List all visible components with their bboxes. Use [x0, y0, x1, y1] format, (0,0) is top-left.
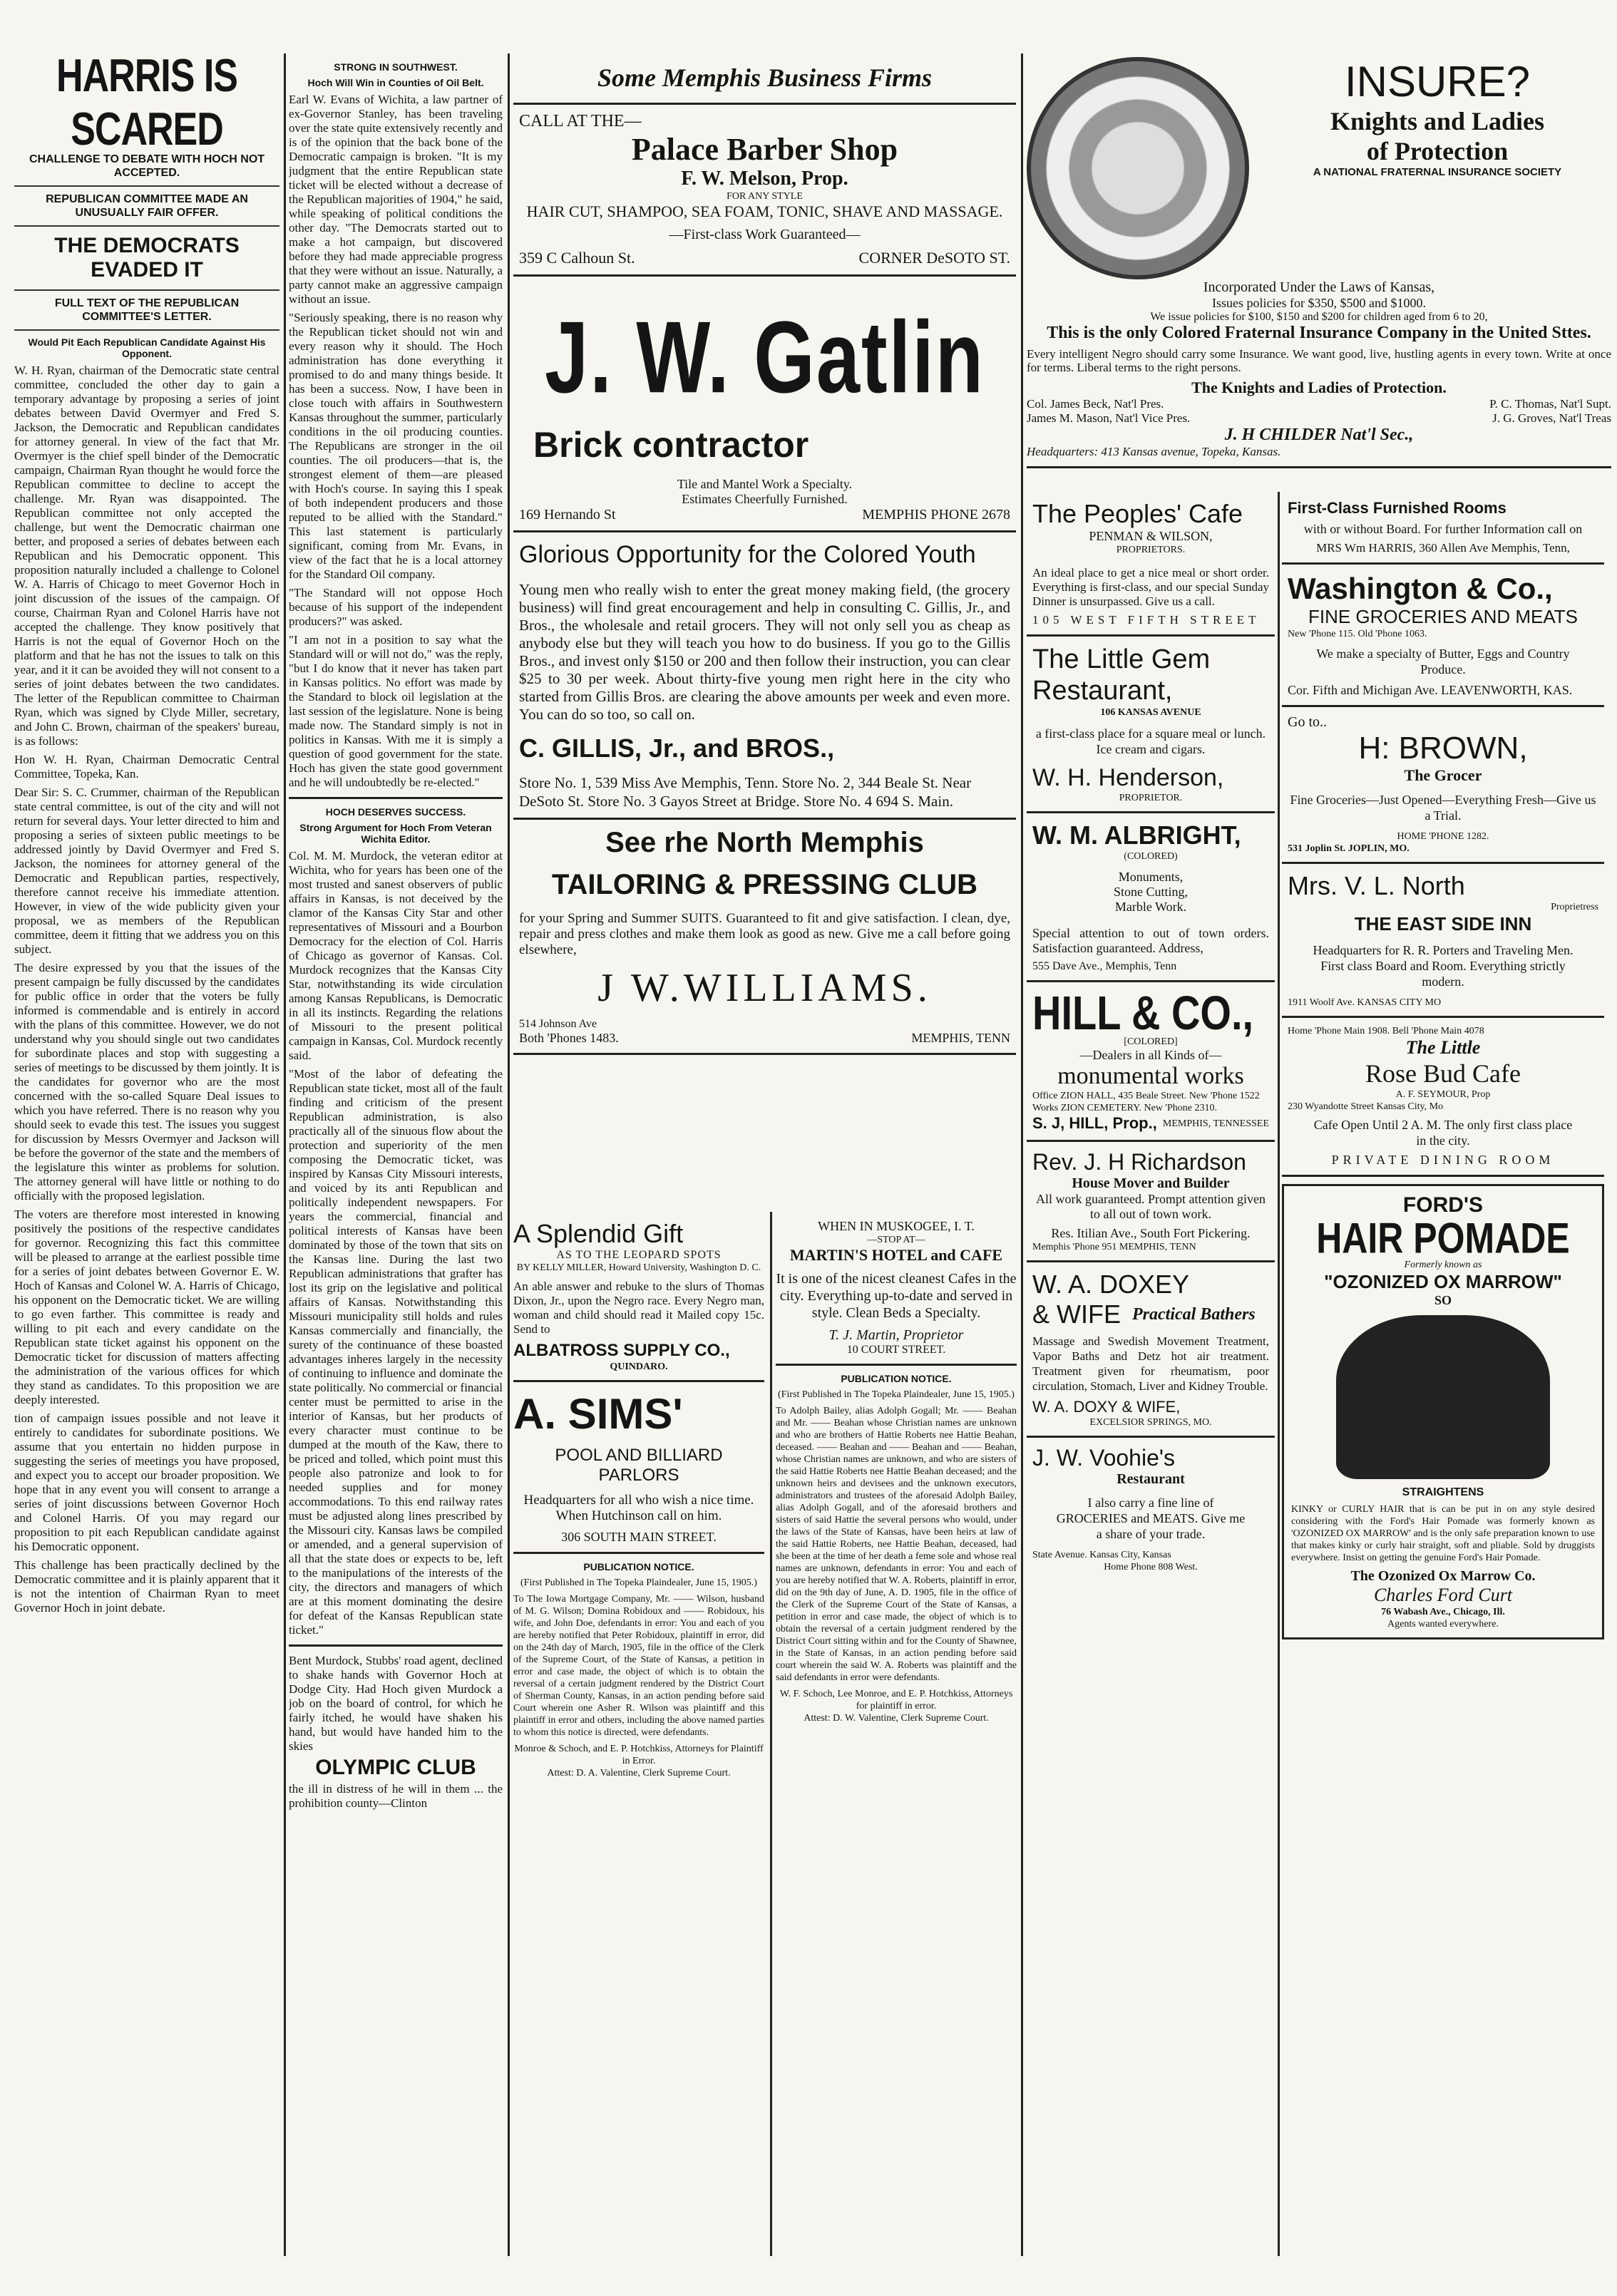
ad-title: A Splendid Gift — [513, 1219, 684, 1248]
ad-city: EXCELSIOR SPRINGS, MO. — [1089, 1417, 1212, 1428]
article-paragraph: The desire expressed by you that the issues of the present campaign be fully discussed by the candidates for public office in order that the voters be fully informed is commendable and is entirely in accord with the plans of this committee. However, we do not understand why you should single out two candidates for subordinate places and stop with suggesting a series of meetings to be discussed by them jointly. It is the candidates for governor who are the most concerned with the so-called Square Deal issues to which you have referred. There is no reason why you should seek to evade this test. The issues you suggest for discussion by Messrs Overmyer and Jackson will be before the governor of the state and the members of the legislature this winter as problems for solution. The attorney general will have little or nothing to do officially with the proposed legislation. — [14, 961, 279, 1203]
ad-call: CALL AT THE— — [519, 112, 642, 130]
ad-north — [1282, 864, 1604, 1018]
ad-phone: Home Phone 808 West. — [1104, 1562, 1198, 1572]
ad-private: PRIVATE DINING ROOM — [1331, 1153, 1555, 1167]
ad-stop: —STOP AT— — [867, 1235, 925, 1245]
ad-trade: Restaurant — [1116, 1471, 1185, 1487]
ad-by: BY KELLY MILLER, Howard University, Washington D. C. — [516, 1262, 761, 1273]
article-paragraph: Bent Murdock, Stubbs' road agent, declined to shake hands with Governor Hoch at Dodge City. Had Hoch given Murdock a job on the board of control, for which he fairly itched, he would have shaken his hand, but would have handed him to the skies — [289, 1654, 503, 1753]
deck: FULL TEXT OF THE REPUBLICAN COMMITTEE'S LETTER. — [54, 297, 240, 323]
ad-line: The Knights and Ladies of Protection. — [1191, 379, 1447, 396]
column-rule — [284, 53, 286, 2256]
article-paragraph: W. H. Ryan, chairman of the Democratic state central committee, concluded the other day to gain a temporary advantage by proposing a series of joint debates between David Overmyer and Fred S. Jackson, the Democratic and Republican candidates for attorney general. In view of the fact that Mr. Overmyer is the chief spell binder of the Democratic campaign, Chairman Ryan thought he would force the Republican committee to decline to accept the challenge. Mr. Ryan was disappointed. The Republican committee not only accepted the challenge, but went the Democratic chairman one better, and proposed a series of debates between each Republican and his Democratic opponent. This proposition naturally included a challenge to Colonel W. A. Harris of Chicago to meet Governor Hoch in joint discussion of the issues of the campaign. Of course, Chairman Ryan and Colonel Harris have not accepted the challenge. They know positively that Harris is not the equal of Governor Hoch on the platform and that he has not the issues to talk on this year, and it it can be avoided they will not consent to a series of joint debates between the two candidates. The letter of the Republican committee to Chairman Ryan, which was signed by Clyde Miller, secretary, and John C. Brown, chairman of the speakers' bureau, is as follows: — [14, 364, 279, 748]
ad-pomade — [1282, 1184, 1604, 1639]
article-paragraph: tion of campaign issues possible and not leave it entirely to candidates for subordinate positions. We assume that you entertain no hidden purpose in suggesting the series of meetings you have proposed, and expect you to accept our broader proposition. We hope that in any event you will consent to arrange a series of joint discussions between Governor Hoch and Colonel Harris. Of you may regard our proposition to pit each Republican candidate against his Democratic opponent. — [14, 1411, 279, 1553]
article-paragraph: the ill in distress of he will in them ... the prohibition county—Clinton — [289, 1782, 503, 1810]
column-5 — [1027, 57, 1611, 2253]
ad-city: QUINDARO. — [610, 1361, 668, 1372]
ad-address: 106 KANSAS AVENUE — [1100, 707, 1201, 718]
ad-body: Massage and Swedish Movement Treatment, Vapor Baths and Detz hot air treatment. Treatment given for rheumatism, poor circulation, Stomach, Liver and Kidney Trouble. — [1032, 1334, 1269, 1393]
ad-address: 359 C Calhoun St. — [519, 249, 635, 267]
ad-trade: FINE GROCERIES AND MEATS — [1308, 606, 1578, 627]
ad-org: of Protection — [1366, 137, 1509, 165]
ad-address: 1911 Woolf Ave. KANSAS CITY MO — [1288, 997, 1442, 1008]
ad-trade: POOL AND BILLIARD PARLORS — [555, 1446, 723, 1485]
column-1 — [14, 57, 279, 2253]
ad-albright — [1027, 813, 1275, 982]
ad-dealers: —Dealers in all Kinds of— — [1079, 1048, 1222, 1062]
ad-line: Issues policies for $350, $500 and $1000. — [1212, 296, 1426, 310]
ad-peoples — [1027, 492, 1275, 637]
ad-name: MRS Wm HARRIS, 360 Allen Ave Memphis, Tenn, — [1316, 541, 1570, 555]
ad-phone: Home 'Phone Main 1908. Bell 'Phone Main 4078 — [1288, 1026, 1484, 1036]
ad-body: Every intelligent Negro should carry some Insurance. We want good, live, hustling agents in every town. Write at once for terms. Liberal terms to the right persons. — [1027, 347, 1611, 374]
ad-officer: Col. James Beck, Nat'l Pres. — [1027, 397, 1164, 411]
notice-attorneys: Monroe & Schoch, and E. P. Hotchkiss, Attorneys for Plaintiff in Error. — [514, 1744, 764, 1766]
ad-name: Palace Barber Shop — [631, 132, 898, 167]
column-rule — [508, 53, 510, 2256]
ad-furnished — [1282, 492, 1604, 565]
ad-body: An able answer and rebuke to the slurs of Thomas Dixon, Jr., upon the Negro race. Every Negro man, woman and child should read it Mailed copy 15c. Send to — [513, 1280, 764, 1336]
ad-doxey — [1027, 1262, 1275, 1438]
ad-address: 306 SOUTH MAIN STREET. — [561, 1530, 717, 1544]
ad-rosebud — [1282, 1018, 1604, 1177]
ad-address: 10 COURT STREET. — [846, 1344, 946, 1356]
ad-gem — [1027, 637, 1275, 813]
ad-owner: J W.WILLIAMS. — [597, 966, 932, 1010]
ad-body: We make a specialty of Butter, Eggs and Country Produce. — [1316, 647, 1570, 676]
ad-officer: P. C. Thomas, Nat'l Supt. — [1489, 397, 1611, 411]
ad-prop: PROPRIETOR. — [1119, 793, 1183, 803]
notice-title: PUBLICATION NOTICE. — [841, 1373, 952, 1384]
ad-footer: W. A. DOXY & WIFE, — [1032, 1398, 1181, 1416]
ad-name: Mrs. V. L. North — [1288, 871, 1465, 900]
article-head: HOCH DESERVES SUCCESS. — [325, 806, 466, 818]
ad-body: Headquarters for R. R. Porters and Traveling Men. First class Board and Room. Everything strictly modern. — [1313, 943, 1574, 989]
portrait-image — [1336, 1315, 1550, 1479]
ad-so: SO — [1434, 1293, 1452, 1307]
ad-body: Cafe Open Until 2 A. M. The only first class place in the city. — [1313, 1118, 1573, 1148]
ad-line: We issue policies for $100, $150 and $200 for children aged from 6 to 20, — [1150, 311, 1488, 323]
deck: THE DEMOCRATS EVADED IT — [54, 234, 240, 282]
ad-phone: Memphis 'Phone 951 MEMPHIS, TENN — [1032, 1242, 1196, 1252]
ad-inn: THE EAST SIDE INN — [1354, 913, 1532, 935]
ad-phone: HOME 'PHONE 1282. — [1397, 831, 1489, 842]
ad-address: 514 Johnson Ave — [519, 1018, 597, 1030]
ad-stores: Store No. 1, 539 Miss Ave Memphis, Tenn. Store No. 2, 344 Beale St. Near DeSoto St. Store No. 3 Gayos Street at Bridge. Store No. 4 694 S. Main. — [519, 774, 972, 810]
article-subhead: Strong Argument for Hoch From Veteran Wichita Editor. — [299, 822, 492, 845]
ad-address: 531 Joplin St. JOPLIN, MO. — [1288, 843, 1410, 854]
ad-name: The Little Gem Restaurant, — [1032, 644, 1211, 706]
ad-tailor — [513, 820, 1016, 1055]
column-rule — [1021, 53, 1023, 2256]
ad-head: WHEN IN MUSKOGEE, I. T. — [818, 1219, 975, 1233]
ad-line: Incorporated Under the Laws of Kansas, — [1203, 279, 1435, 295]
deck: REPUBLICAN COMMITTEE MADE AN UNUSUALLY FAIR OFFER. — [46, 193, 248, 219]
ad-formerly: Formerly known as — [1404, 1260, 1482, 1270]
ad-body: An ideal place to get a nice meal or short order. Everything is first-class, and our special Sunday Dinner is unsurpassed. Give us a call. — [1032, 566, 1269, 608]
notice-pub: (First Published in The Topeka Plaindealer, June 15, 1905.) — [778, 1389, 1015, 1400]
ad-proprietors: PROPRIETORS. — [1116, 545, 1186, 555]
article-paragraph: "Seriously speaking, there is no reason why the Republican ticket should not win and every reason why it should. The Hoch administration has done everything it promised to do and many things beside. It has been a success. Now, I have been in close touch with affairs in Southwestern Kansas throughout the summer, particularly conditions in the oil producing counties. The Republicans are stronger in the oil counties. The oil producers—that is, the strongest element of them—are pleased with Hoch's course. In saying this I speak of both independent producers and those reputed to be allied with the Standard." This last statement is particularly significant, coming from Mr. Evans, in view of the fact that he is a local attorney for the Standard Oil company. — [289, 311, 503, 581]
ad-body: Young men who really wish to enter the great money making field, (the grocery business) will find great encouragement and help in consulting C. Gillis, Jr., and Bros., the wholesale and retail grocers. They will not only sell you as cheap as anybody else but they will teach you how to do business. If you go to the Gillis Bros., and invest only $150 or 200 and then follow their instruction, you can clear $25 to 30 per week. About thirty-five young men right here in the city who started from Gillis Bros. are clearing the above amounts per week and even more. You can do so too, so call on. — [519, 581, 1010, 723]
ad-straightens: STRAIGHTENS — [1402, 1486, 1484, 1498]
headline: HARRIS IS SCARED — [56, 57, 237, 155]
ad-line: Estimates Cheerfully Furnished. — [682, 492, 848, 506]
deck: CHALLENGE TO DEBATE WITH HOCH NOT ACCEPTED. — [29, 153, 265, 179]
ad-head: First-Class Furnished Rooms — [1288, 499, 1506, 517]
ad-city: MEMPHIS, TENNESSEE — [1162, 1118, 1269, 1129]
ad-name: A. SIMS' — [513, 1390, 683, 1438]
article-paragraph: Col. M. M. Murdock, the veteran editor at Wichita, who for years has been one of the most trusted and sanest observers of public affairs in Kansas, is not deceived by the clamor of the Kansas City Star and other representatives of Missouri and a Bourbon Democracy for the election of Col. Harris of Chicago as governor of Kansas. Col. Murdock recognizes that the Kansas City Star, notwithstanding its wide circulation among Kansas Republicans, is Democratic in all its instincts. Regarding the relations of Missouri to the present political campaign in Kansas, Col. Murdock recently said. — [289, 849, 503, 1062]
ad-body: Fine Groceries—Just Opened—Everything Fresh—Give us a Trial. — [1290, 793, 1596, 823]
ad-phone: New 'Phone 115. Old 'Phone 1063. — [1288, 629, 1427, 639]
ad-body: All work guaranteed. Prompt attention given to all out of town work. — [1036, 1192, 1266, 1221]
ad-phone: Both 'Phones 1483. — [519, 1031, 619, 1045]
ad-the: The Little — [1405, 1037, 1481, 1058]
deck: Would Pit Each Republican Candidate Against His Opponent. — [28, 336, 266, 359]
ad-props: PENMAN & WILSON, — [1089, 529, 1213, 543]
ad-address: 555 Dave Ave., Memphis, Tenn — [1032, 960, 1177, 972]
ad-colored: [COLORED] — [1124, 1036, 1178, 1047]
ad-title: INSURE? — [1344, 58, 1531, 105]
ad-head: Glorious Opportunity for the Colored Youth — [519, 541, 976, 568]
seal-emblem — [1027, 57, 1249, 279]
ad-head: See rhe North Memphis — [605, 827, 924, 858]
ad-gatlin — [513, 277, 1016, 532]
notice-attest: Attest: D. A. Valentine, Clerk Supreme Court. — [547, 1768, 731, 1778]
ad-name: Rev. J. H Richardson — [1032, 1149, 1246, 1175]
article-paragraph: The voters are therefore most interested in knowing positively the positions of the respective candidates for governor. Recognizing this fact this committee will be pleased to arrange at the earliest possible time for a series of joint debates between Governor E. W. Hoch of Kansas and Colonel W. A. Harris of Chicago, his opponent on the Democratic ticket. We are willing to go even farther. This committee is ready and willing to pit each and every candidate on the Republican state ticket against his opponent on the Democratic ticket for discussion of matters affecting the administration of the various offices for which they stand as candidates. To this proposition we are deeply interested. — [14, 1208, 279, 1406]
ad-prop: F. W. Melson, Prop. — [681, 168, 848, 190]
ad-body: with or without Board. For further Information call on — [1303, 522, 1583, 536]
ad-address: Res. Itilian Ave., South Fort Pickering. — [1051, 1226, 1251, 1240]
ad-name: J. W. Voohie's — [1032, 1445, 1175, 1471]
ad-name: W. M. ALBRIGHT, — [1032, 820, 1241, 850]
ad-owner: W. H. Henderson, — [1032, 764, 1224, 791]
column-3b — [513, 1219, 764, 2253]
ad-fords: FORD'S — [1402, 1193, 1484, 1217]
article-paragraph: "The Standard will not oppose Hoch because of his support of the independent producers?" was asked. — [289, 586, 503, 628]
ad-trade: The Grocer — [1404, 766, 1482, 784]
ad-washington — [1282, 565, 1604, 707]
ad-name: HAIR POMADE — [1316, 1214, 1570, 1262]
ad-sub: AS TO THE LEOPARD SPOTS — [556, 1249, 722, 1261]
ad-line: Tile and Mantel Work a Specialty. — [677, 477, 853, 491]
notice-attorneys: W. F. Schoch, Lee Monroe, and E. P. Hotchkiss, Attorneys for plaintiff in error. — [779, 1689, 1013, 1711]
notice-attest: Attest: D. W. Valentine, Clerk Supreme Court. — [804, 1713, 989, 1724]
notice-body: To Adolph Bailey, alias Adolph Gogall; Mr. —— Beahan and Mr. —— Beahan whose Christian names are unknown and who are brothers of Hattie Roberts nee Hattie Beahan, deceased. —— Beahan and —— Beahan and —— Beahan, whose Christian names are unknown, and who are sisters of the said Hattie Roberts nee Hattie Beahan deceased; and the unknown heirs and devisees and the unknown executors, administrators and trustees of the aforesaid Adolph Bailey, alias Adolph Gogall, and of the aforesaid brothers and sisters of said Hattie the several persons who would, under the laws of the State of Kansas, have been heirs at law of the said Hattie Roberts, nee Hattie Beahan, deceased, had she been at the time of her death a feme sole and whose real names are unknown, defendants in error: You and each of you are hereby notified that W. A. Roberts, plaintiff in error, did on the 9th day of June, A. D. 1905, file in the office of the Clerk of the Supreme Court of the State of Kansas, a petition in error and case made, the object of which is to obtain the reversal of a certain judgment rendered by the District Court sitting within and for the County of Shawnee, in the State of Kansas, in an action pending before said court wherein the said W. A. Roberts was plaintiff and the said defendants in error were defendants. — [776, 1406, 1017, 1683]
ad-prop: A. F. SEYMOUR, Prop — [1395, 1089, 1491, 1100]
ad-trade: Monuments, — [1118, 870, 1184, 884]
ad-prop: T. J. Martin, Proprietor — [828, 1327, 964, 1343]
article-paragraph: Dear Sir: S. C. Crummer, chairman of the Republican state central committee, is out of the city and will not return for several days. Your letter directed to him and proposing a series of sixteen public meetings to be addressed jointly by David Overmyer and Fred S. Jackson, the nominees for attorney general of the Democratic and Republican parties, respectively, therefore cannot receive his immediate attention. However, in view of the wide publicity given your proposal, we as members of the Republican committee, deem it fitting that we address you on this subject. — [14, 786, 279, 956]
ad-body: Special attention to out of town orders. Satisfaction guaranteed. Address, — [1032, 926, 1269, 955]
article-subhead: Hoch Will Win in Counties of Oil Belt. — [307, 77, 484, 88]
ad-style: FOR ANY STYLE — [727, 191, 803, 202]
ad-services: HAIR CUT, SHAMPOO, SEA FOAM, TONIC, SHAVE AND MASSAGE. — [526, 202, 1003, 220]
ad-address: CORNER DeSOTO ST. — [858, 249, 1010, 267]
article-paragraph: This challenge has been practically declined by the Democratic committee and it is plainly apparent that it is not the intention of Chairman Ryan to meet Governor Hoch in joint debate. — [14, 1558, 279, 1615]
notice-pub: (First Published in The Topeka Plaindealer, June 15, 1905.) — [520, 1577, 757, 1588]
ad-city: MEMPHIS, TENN — [911, 1031, 1010, 1045]
ad-line: This is the only Colored Fraternal Insurance Company in the United Sttes. — [1047, 324, 1591, 342]
ad-officer: J. G. Groves, Nat'l Treas — [1492, 411, 1611, 425]
ad-trade: Brick contractor — [533, 425, 809, 465]
ad-insure — [1027, 57, 1611, 468]
ad-hill — [1027, 982, 1275, 1142]
ad-name: TAILORING & PRESSING CLUB — [551, 869, 978, 900]
ad-office: Office ZION HALL, 435 Beale Street. New 'Phone 1522 — [1032, 1091, 1260, 1101]
ad-ozonized: "OZONIZED OX MARROW" — [1324, 1271, 1562, 1292]
ad-brown — [1282, 707, 1604, 864]
ad-name: Washington & Co., — [1288, 572, 1553, 605]
article-paragraph: "I am not in a position to say what the Standard will or will not do," was the reply, "but I do know that it never has taken part in Kansas politics. No effort was made by the Standard to block oil legislation at the last session of the legislature. None is being made now. The Standard simply is not in politics in Kansas. With me it is simply a question of good government for the state. Hoch has given the state good government and he will undoubtedly be re-elected." — [289, 633, 503, 789]
ad-name: MARTIN'S HOTEL and CAFE — [789, 1246, 1003, 1264]
ad-richardson — [1027, 1142, 1275, 1262]
ad-body: I also carry a fine line of GROCERIES and MEATS. Give me a share of your trade. — [1056, 1496, 1246, 1541]
ad-voohie — [1027, 1438, 1275, 1580]
ad-name: HILL & CO., — [1032, 985, 1254, 1040]
ad-body: for your Spring and Summer SUITS. Guaranteed to fit and give satisfaction. I clean, dye, repair and press clothes and make them look as good as new. Give me a call before going elsewhere, — [519, 911, 1010, 957]
ad-works: Works ZION CEMETERY. New 'Phone 2310. — [1032, 1103, 1217, 1113]
ad-signature: Charles Ford Curt — [1373, 1585, 1513, 1605]
ad-society: A NATIONAL FRATERNAL INSURANCE SOCIETY — [1313, 166, 1562, 178]
article-head: STRONG IN SOUTHWEST. — [334, 61, 458, 73]
ad-org: Knights and Ladies — [1330, 107, 1545, 135]
ad-name: The Peoples' Cafe — [1032, 499, 1243, 528]
ad-name: C. GILLIS, Jr., and BROS., — [519, 733, 835, 763]
article-paragraph: Earl W. Evans of Wichita, a law partner of ex-Governor Stanley, has been traveling over the state quite extensively recently and is of the opinion that the back bone of the Democratic campaign is broken. "It is my judgment that the entire Republican state ticket will be elected without a decrease of the Republican majorities of 1904," he said, while speaking of political conditions the other day. "The Democrats started out to make a hot campaign, but discovered before they had made appreciable progress that they were without an issue. Naturally, a party cannot make an aggressive campaign without an issue. — [289, 93, 503, 306]
ad-address: 230 Wyandotte Street Kansas City, Mo — [1288, 1101, 1444, 1112]
notice-title: PUBLICATION NOTICE. — [583, 1561, 694, 1572]
ad-guarantee: —First-class Work Guaranteed— — [669, 227, 861, 242]
ad-name: Rose Bud Cafe — [1365, 1059, 1521, 1088]
ad-company: The Ozonized Ox Marrow Co. — [1350, 1568, 1536, 1584]
notice-body: To The Iowa Mortgage Company, Mr. —— Wilson, husband of M. G. Wilson; Domina Robidoux and —— Robidoux, his wife, and John Doe, defendants in error: You and each of you are hereby notified that Peter Robidoux, plaintiff in error, did on the 24th day of March, 1905, file in the office of the Clerk of the Supreme Court, of the State of Kansas, a petition in error and case made, the object of which is to obtain the reversal of a certain judgment rendered by the District Court of Sherman County, Kansas, in an action pending before said Court wherein one Asher R. Wilson was plaintiff and this plaintiff in error and others, including the above named parties to whom this notice is directed, were defendants. — [513, 1594, 764, 1738]
ad-trade: Marble Work. — [1114, 900, 1187, 914]
article-paragraph: Hon W. H. Ryan, Chairman Democratic Central Committee, Topeka, Kan. — [14, 753, 279, 781]
ad-colored: (COLORED) — [1124, 851, 1178, 862]
column-4 — [776, 1219, 1017, 2253]
ad-company: ALBATROSS SUPPLY CO., — [513, 1341, 730, 1360]
ad-address: 169 Hernando St — [519, 507, 616, 522]
ad-body: a first-class place for a square meal or lunch. Ice cream and cigars. — [1035, 726, 1266, 756]
ad-wife: & WIFE — [1032, 1299, 1121, 1329]
ad-phone: MEMPHIS PHONE 2678 — [862, 507, 1010, 522]
club-head: OLYMPIC CLUB — [315, 1756, 476, 1779]
ad-sec: J. H CHILDER Nat'l Sec., — [1224, 426, 1414, 444]
article-paragraph: "Most of the labor of defeating the Republican state ticket, most all of the fault finding and criticism of the present Republican administration, is also practically all of the sinuous flow about the protection and superiority of the men composing the Democratic ticket, was inspired by Kansas City Missouri interests, and voiced by its anti Republican and politically independent newspapers. For years the commercial, financial and political interests of Kansas have been dominated by those of the town that sits on the Kansas line. During the last two Republican administrations that grafter has lost its grip on the legislative and political affairs of Kansas. Notwithstanding this Missouri municipality still holds and rules Kansas commercially and financially, the surety of the continuance of these boasted advantages inheres largely in the necessity of continuing to influence and dominate the state politically. No commercial or financial center must be permitted to arise in the interior of Kansas, but her products of every character must continue to be dumped at the mouth of the Kaw, there to be priced and tolled, which point must this people also patronize and look to for needed supplies and for money accommodations. To this end railway rates must be adjusted along lines prescribed by the Missouri city. Kansas laws be compiled or amended, and a general supervision of all that the state does or expects to be, left to the manipulations of the interests of the city, the directors and managers of which are at this moment dominating the desire for defeat of the Kansas Republican state ticket." — [289, 1067, 503, 1637]
column-3-ads — [513, 57, 1016, 1212]
ad-barber — [513, 103, 1016, 277]
ad-address: Cor. Fifth and Michigan Ave. LEAVENWORTH, KAS. — [1288, 683, 1573, 697]
ad-agents: Agents wanted everywhere. — [1387, 1619, 1499, 1630]
ad-name: H: BROWN, — [1358, 731, 1528, 766]
ad-address: 105 WEST FIFTH STREET — [1032, 613, 1261, 627]
ad-address: State Avenue. Kansas City, Kansas — [1032, 1550, 1171, 1560]
ad-gillis — [513, 532, 1016, 820]
ad-title: Practical Bathers — [1132, 1304, 1256, 1324]
section-header: Some Memphis Business Firms — [597, 63, 933, 92]
ad-trade: House Mover and Builder — [1072, 1175, 1230, 1191]
ad-trade: monumental works — [1057, 1063, 1244, 1089]
ad-trade: Stone Cutting, — [1113, 885, 1188, 899]
column-rule — [770, 1212, 772, 2256]
ad-name: W. A. DOXEY — [1032, 1270, 1190, 1299]
column-2 — [289, 57, 503, 2253]
ad-name: J. W. Gatlin — [545, 300, 985, 415]
ad-prop: S. J, HILL, Prop., — [1032, 1114, 1157, 1132]
ad-propr: Proprietress — [1551, 902, 1598, 912]
ad-body: Headquarters for all who wish a nice time. When Hutchinson call on him. — [523, 1493, 754, 1523]
ad-officer: James M. Mason, Nat'l Vice Pres. — [1027, 411, 1191, 425]
ad-address: 76 Wabash Ave., Chicago, Ill. — [1381, 1607, 1505, 1617]
ad-body: It is one of the nicest cleanest Cafes in the city. Everything up-to-date and served in style. Clean Beds a Specialty. — [776, 1271, 1017, 1321]
ad-body: KINKY or CURLY HAIR that is can be put in on any style desired considering with the Ford's Hair Pomade was formerly known as 'OZONIZED OX MARROW' and is the only safe preparation known to use that makes kinky or curly hair straight, soft and pliable. Sold by druggists everywhere. Insist on getting the genuine Ford's Hair Pomade. — [1291, 1504, 1595, 1563]
ad-hq: Headquarters: 413 Kansas avenue, Topeka, Kansas. — [1027, 445, 1281, 458]
ad-goto: Go to.. — [1288, 714, 1327, 730]
